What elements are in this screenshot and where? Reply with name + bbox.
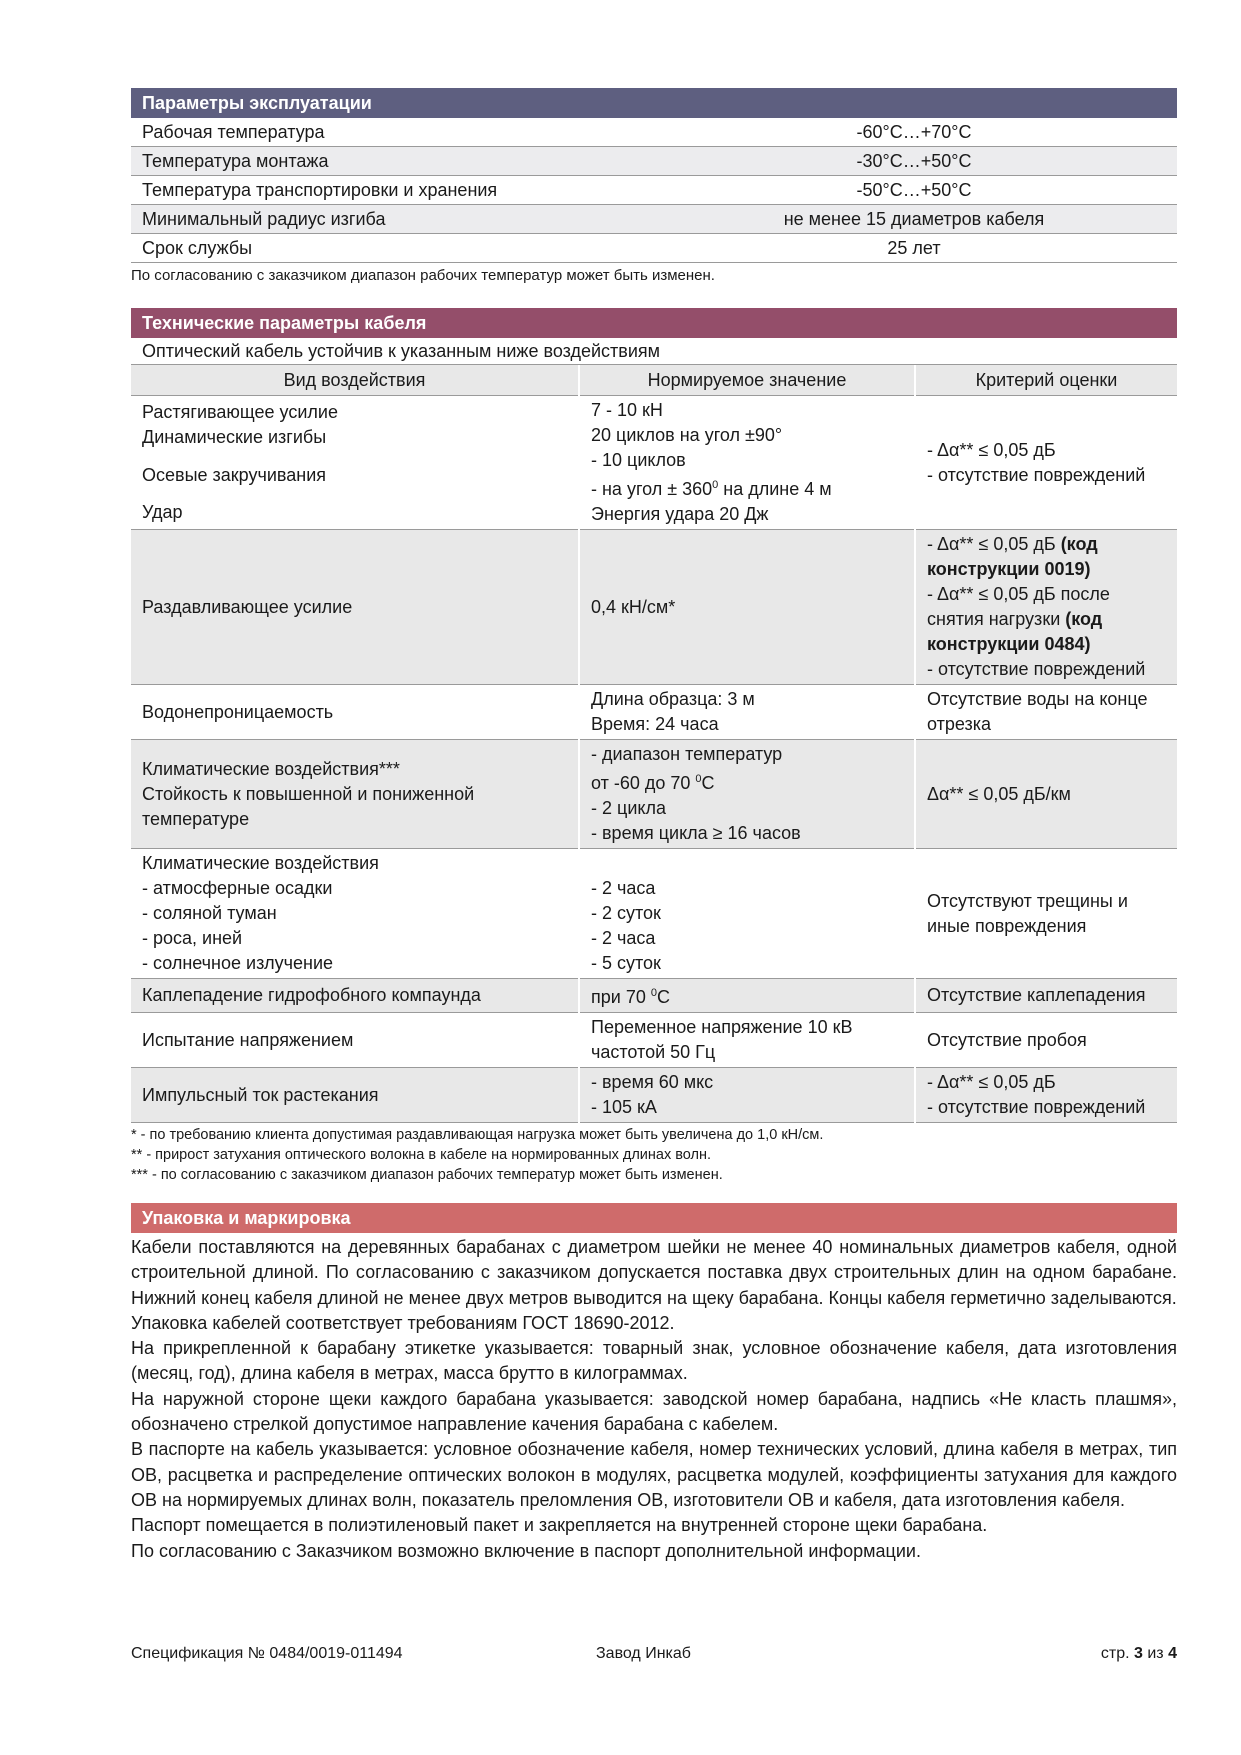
climate-item: - соляной туман [142, 903, 277, 923]
twist-value: - 10 циклов [591, 450, 686, 470]
criterion: - Δα** ≤ 0,05 дБ [927, 1072, 1056, 1092]
section-header-packaging: Упаковка и маркировка [131, 1203, 1177, 1233]
technical-notes [131, 1125, 1177, 1185]
impact-label: Удар [142, 502, 183, 522]
param-value: не менее 15 диаметров кабеля [651, 205, 1177, 234]
param-value: -60°С…+70°С [651, 118, 1177, 147]
tension-value: 7 - 10 кН [591, 400, 663, 420]
param-value: -50°С…+50°С [651, 176, 1177, 205]
section-header-technical: Технические параметры кабеля [131, 308, 1177, 338]
criterion: - отсутствие повреждений [927, 464, 1146, 485]
criterion: - Δα** ≤ 0,05 дБ после снятия нагрузки (код конструкции 0484) [927, 584, 1110, 654]
table-row [131, 205, 1177, 234]
table-row [131, 147, 1177, 176]
param-label: Температура транспортировки и хранения [131, 176, 651, 205]
crush-label: Раздавливающее усилие [131, 530, 579, 685]
climate-value: - 2 часа [591, 878, 656, 898]
criterion: - отсутствие повреждений [927, 1097, 1146, 1117]
impulse-label: Импульсный ток растекания [131, 1068, 579, 1123]
water-label: Водонепроницаемость [131, 685, 579, 740]
operation-note: По согласованию с заказчиком диапазон рабочих температур может быть изменен. [131, 267, 715, 284]
voltage-label: Испытание напряжением [131, 1013, 579, 1068]
table-row [131, 685, 1177, 740]
climate-value: - 2 суток [591, 903, 661, 923]
table-row [131, 979, 1177, 1013]
bends-label: Динамические изгибы [142, 427, 327, 447]
criterion: Отсутствие пробоя [915, 1013, 1177, 1068]
table-row [131, 530, 1177, 685]
climate-label: Климатические воздействия [142, 853, 379, 873]
twist-angle-value: - на угол ± $360^0$ на длине 4 м [591, 479, 832, 499]
footnote: ** - прирост затухания оптического волокна в кабеле на нормированных длинах волн. [131, 1147, 712, 1163]
climate-value: - 2 цикла [591, 798, 666, 818]
tension-label: Растягивающее усилие [142, 402, 338, 422]
impact-value: Энергия удара 20 Дж [591, 504, 769, 524]
operation-table [131, 118, 1177, 263]
criterion: - Δα** ≤ 0,05 дБ [927, 439, 1056, 460]
paragraph: На наружной стороне щеки каждого барабана указывается: заводской номер барабана, надпись «Не класть плашмя», обозначено стрелкой допустимое направление качения барабана с кабелем. [131, 1388, 1177, 1435]
technical-table [131, 365, 1177, 1123]
spec-number: Спецификация № 0484/0019-011494 [131, 1645, 403, 1662]
twist-label: Осевые закручивания [142, 465, 327, 485]
column-header: Вид воздействия [131, 365, 579, 396]
water-value: Длина образца: 3 м [591, 689, 755, 709]
param-label: Рабочая температура [131, 118, 651, 147]
table-row [131, 176, 1177, 205]
criterion: Δα** ≤ 0,05 дБ/км [915, 740, 1177, 849]
param-label: Срок службы [131, 234, 651, 263]
climate-value: от -60 до 70 $^0$С [591, 773, 715, 793]
table-header-row [131, 365, 1177, 396]
section-header-operation: Параметры эксплуатации [131, 88, 1177, 118]
column-header: Нормируемое значение [579, 365, 915, 396]
climate-value: - диапазон температур [591, 744, 783, 764]
criterion: - отсутствие повреждений [927, 659, 1146, 679]
paragraph: На прикрепленной к барабану этикетке указывается: товарный знак, условное обозначение кабеля, дата изготовления (месяц, год), длина кабеля в метрах, масса брутто в килограммах. [131, 1338, 1177, 1384]
paragraph: В паспорте на кабель указывается: условное обозначение кабеля, номер технических условий, длина кабеля в метрах, тип ОВ, расцветка и распределение оптических волокон в модулях, расцветка модулей, коэффициенты затухания для каждого ОВ на нормируемых длинах волн, показатель преломления ОВ, изготовители ОВ и кабеля, дата изготовления кабеля. [131, 1439, 1177, 1510]
column-header: Критерий оценки [915, 365, 1177, 396]
footnote: * - по требованию клиента допустимая раздавливающая нагрузка может быть увеличена до 1,0 кН/см. [131, 1127, 824, 1143]
impulse-value: - 105 кА [591, 1097, 657, 1117]
climate-item: - роса, иней [142, 928, 243, 948]
drip-value: при 70 $^0$С [579, 979, 915, 1013]
climate-label: Климатические воздействия*** [142, 758, 400, 779]
climate-value: - 2 часа [591, 928, 656, 948]
table-row [131, 1013, 1177, 1068]
footnote: *** - по согласованию с заказчиком диапазон рабочих температур может быть изменен. [131, 1167, 723, 1183]
table-row [131, 396, 1177, 530]
impulse-value: - время 60 мкс [591, 1072, 714, 1092]
voltage-value: Переменное напряжение 10 кВ частотой 50 Гц [579, 1013, 915, 1068]
bends-value: 20 циклов на угол ±90° [591, 425, 783, 445]
page-number: стр. 3 из 4 [1100, 1645, 1177, 1662]
drip-label: Каплепадение гидрофобного компаунда [131, 979, 579, 1013]
table-row [131, 1068, 1177, 1123]
table-row [131, 118, 1177, 147]
table-row [131, 740, 1177, 849]
page-footer [131, 1645, 1177, 1663]
document-page [131, 88, 1177, 1564]
technical-intro: Оптический кабель устойчив к указанным ниже воздействиям [131, 338, 1177, 365]
paragraph: Упаковка кабелей соответствует требованиям ГОСТ 18690-2012. [131, 1312, 675, 1333]
paragraph: Кабели поставляются на деревянных барабанах с диаметром шейки не менее 40 номинальных диаметров кабеля, одной строительной длиной. По согласованию с заказчиком допускается поставка двух строительных длин на одном барабане. Нижний конец кабеля длиной не менее двух метров выводится на щеку барабана. Концы кабеля герметично заделываются. [131, 1237, 1177, 1308]
climate-sublabel: Стойкость к повышенной и пониженной температуре [142, 783, 475, 829]
table-row [131, 849, 1177, 979]
packaging-text [131, 1235, 1177, 1564]
criterion: Отсутствие каплепадения [915, 979, 1177, 1013]
paragraph: По согласованию с Заказчиком возможно включение в паспорт дополнительной информации. [131, 1540, 921, 1561]
criterion: Отсутствуют трещины и иные повреждения [915, 849, 1177, 979]
param-value: 25 лет [651, 234, 1177, 263]
param-label: Температура монтажа [131, 147, 651, 176]
param-value: -30°С…+50°С [651, 147, 1177, 176]
climate-item: - солнечное излучение [142, 953, 334, 973]
company-name: Завод Инкаб [596, 1645, 691, 1662]
climate-value: - 5 суток [591, 953, 661, 973]
climate-value: - время цикла ≥ 16 часов [591, 823, 801, 843]
criterion: - Δα** ≤ 0,05 дБ (код конструкции 0019) [927, 534, 1098, 579]
criterion: Отсутствие воды на конце отрезка [915, 685, 1177, 740]
param-label: Минимальный радиус изгиба [131, 205, 651, 234]
climate-item: - атмосферные осадки [142, 878, 333, 898]
paragraph: Паспорт помещается в полиэтиленовый пакет и закрепляется на внутренней стороне щеки барабана. [131, 1515, 988, 1536]
water-value: Время: 24 часа [591, 714, 719, 734]
crush-value: 0,4 кН/см* [579, 530, 915, 685]
table-row [131, 234, 1177, 263]
